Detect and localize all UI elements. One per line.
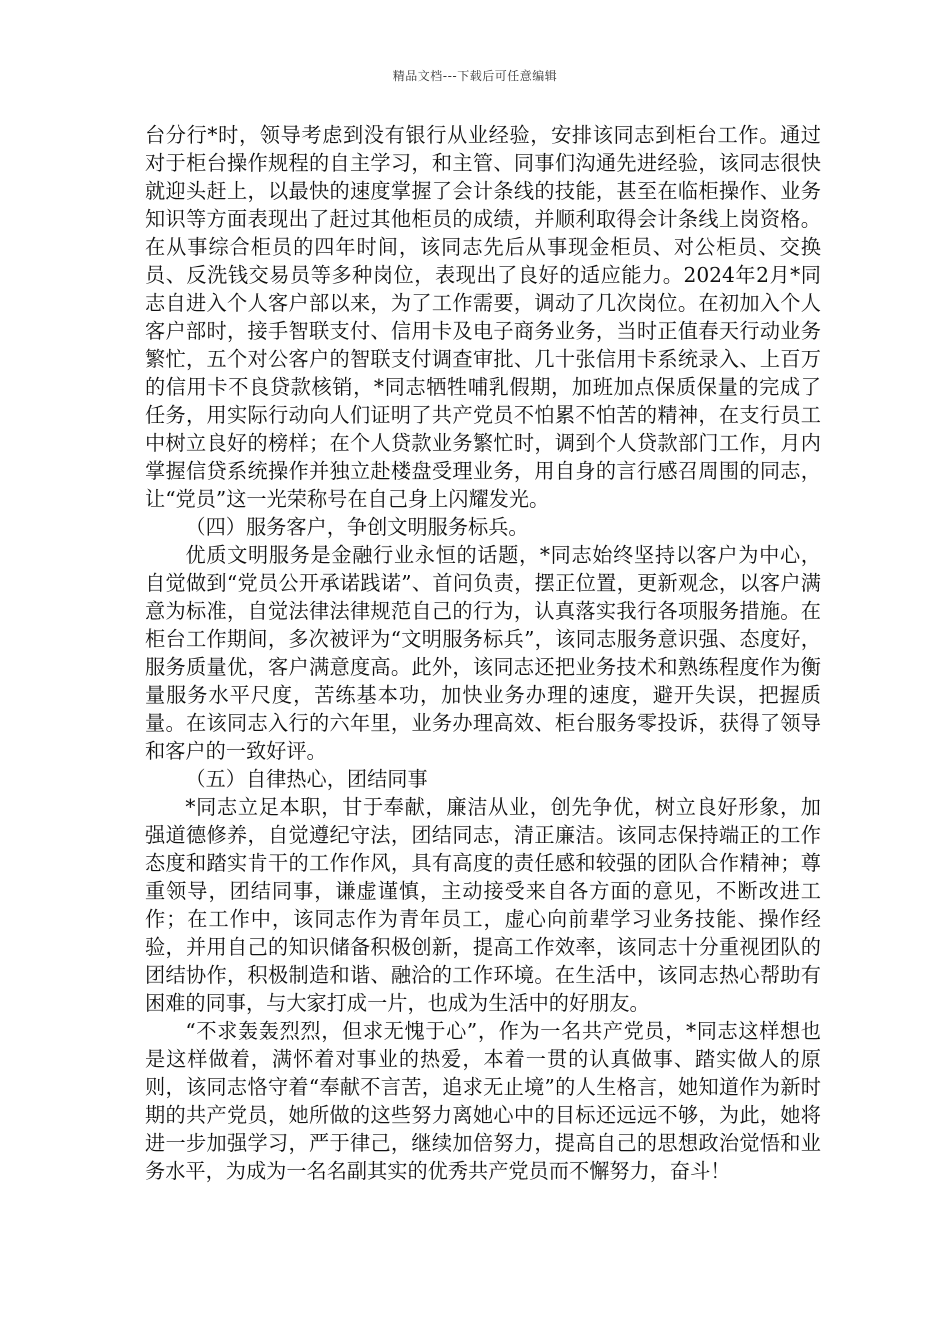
page-header: 精品文档---下载后可任意编辑 (392, 69, 558, 83)
paragraph-teamwork: *同志立足本职，甘于奉献，廉洁从业，创先争优，树立良好形象，加强道德修养，自觉遵纪守法，团结同志，清正廉洁。该同志保持端正的工作态度和踏实肯干的工作作风，具有高度的责任感和较强的团队合作精神；尊重领导，团结同事，谦虚谨慎，主动接受来自各方面的意见，不断改进工作；在工作中，该同志作为青年员工，虚心向前辈学习业务技能、操作经验，并用自己的知识储备积极创新，提高工作效率，该同志十分重视团队的团结协作，积极制造和谐、融洽的工作环境。在生活中，该同志热心帮助有困难的同事，与大家打成一片，也成为生活中的好朋友。 (145, 795, 821, 1015)
paragraph-service: 优质文明服务是金融行业永恒的话题，*同志始终坚持以客户为中心，自觉做到“党员公开承诺践诺”、首问负责，摆正位置，更新观念，以客户满意为标准，自觉法律法律规范自己的行为，认真落实我行各项服务措施。在柜台工作期间，多次被评为“文明服务标兵”，该同志服务意识强、态度好，服务质量优，客户满意度高。此外，该同志还把业务技术和熟练程度作为衡量服务水平尺度，苦练基本功，加快业务办理的速度，避开失误，把握质量。在该同志入行的六年里，业务办理高效、柜台服务零投诉，获得了领导和客户的一致好评。 (145, 543, 821, 763)
paragraph-continuation: 台分行*时，领导考虑到没有银行从业经验，安排该同志到柜台工作。通过对于柜台操作规程的自主学习，和主管、同事们沟通先进经验，该同志很快就迎头赶上，以最快的速度掌握了会计条线的技能，甚至在临柜操作、业务知识等方面表现出了赶过其他柜员的成绩，并顺利取得会计条线上岗资格。在从事综合柜员的四年时间，该同志先后从事现金柜员、对公柜员、交换员、反洗钱交易员等多种岗位，表现出了良好的适应能力。2024年2月*同志自进入个人客户部以来，为了工作需要，调动了几次岗位。在初加入个人客户部时，接手智联支付、信用卡及电子商务业务，当时正值春天行动业务繁忙，五个对公客户的智联支付调查审批、几十张信用卡系统录入、上百万的信用卡不良贷款核销，*同志牺牲哺乳假期，加班加点保质保量的完成了任务，用实际行动向人们证明了共产党员不怕累不怕苦的精神，在支行员工中树立良好的榜样；在个人贷款业务繁忙时，调到个人贷款部门工作，月内掌握信贷系统操作并独立赴楼盘受理业务，用自身的言行感召周围的同志，让“党员”这一光荣称号在自己身上闪耀发光。 (145, 123, 821, 511)
section-heading-5: （五）自律热心，团结同事 (185, 767, 428, 791)
paragraph-conclusion: “不求轰轰烈烈，但求无愧于心”，作为一名共产党员，*同志这样想也是这样做着，满怀着对事业的热爱，本着一贯的认真做事、踏实做人的原则，该同志恪守着“奉献不言苦，追求无止境”的人生格言，她知道作为新时期的共产党员，她所做的这些努力离她心中的目标还远远不够，为此，她将进一步加强学习，严于律己，继续加倍努力，提高自己的思想政治觉悟和业务水平，为成为一名名副其实的优秀共产党员而不懈努力，奋斗！ (145, 1019, 821, 1183)
section-heading-4: （四）服务客户，争创文明服务标兵。 (185, 515, 529, 539)
document-body (145, 121, 821, 1185)
